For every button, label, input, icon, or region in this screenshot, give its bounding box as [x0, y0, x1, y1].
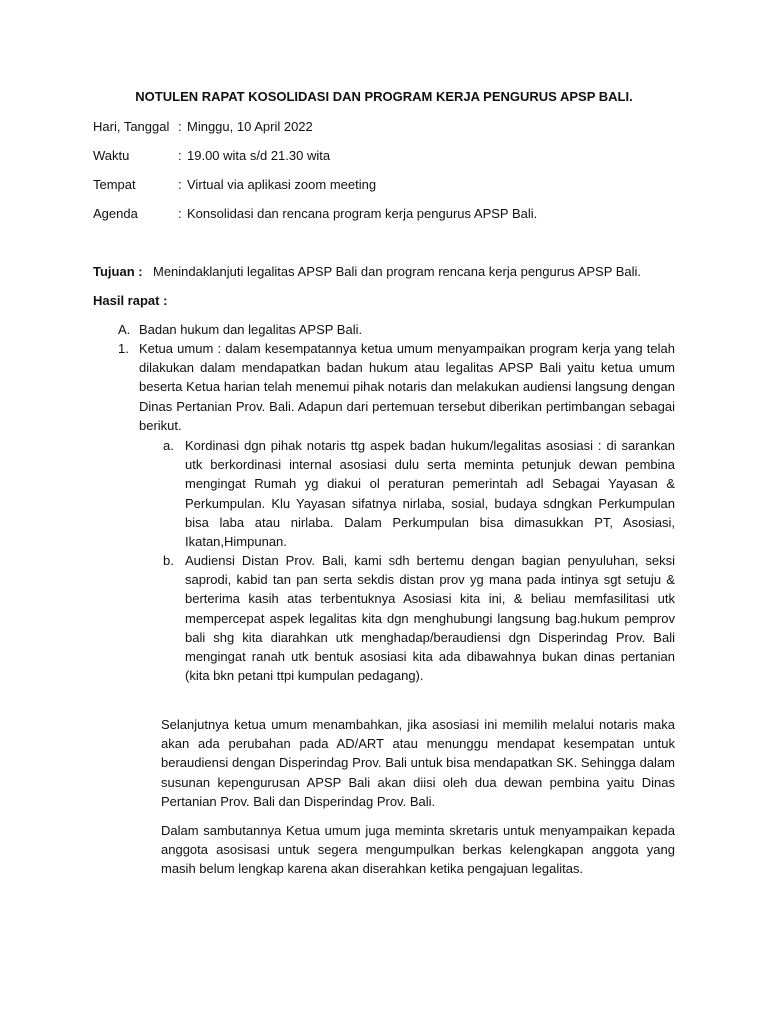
- meta-value-date: Minggu, 10 April 2022: [187, 119, 313, 134]
- meta-label-time: Waktu: [93, 148, 130, 163]
- item-1-text: Ketua umum : dalam kesempatannya ketua umum menyampaikan program kerja yang telah dilakukan dalam mendapatkan badan hukum atau legalitas APSP Bali yaitu ketua umum beserta Ketua harian telah menemui pihak notaris dan melakukan audiensi langsung dengan Dinas Pertanian Prov. Bali. Adapun dari pertemuan tersebut diberikan pertimbangan sebagai berikut.: [139, 341, 675, 433]
- sub-b-text: Audiensi Distan Prov. Bali, kami sdh bertemu dengan bagian penyuluhan, seksi saprodi, kabid tan pan serta sekdis distan prov yg mana pada intinya sgt setuju & berterima kasih atas terbentuknya Asosiasi kita ini, & beliau memfasilitasi utk mempercepat aspek legalitas kita dgn menghubungi langsung bag.hukum pemprov bali shg kita diarahkan utk menghadap/beraudiensi dgn Disperindag Prov. Bali mengingat ranah utk bentuk asosiasi kita ada dibawahnya bukan dinas pertanian (kita bkn petani ttpi kumpulan pedagang).: [185, 553, 675, 684]
- hasil-rapat-label: Hasil rapat :: [93, 293, 168, 308]
- meta-value-time: 19.00 wita s/d 21.30 wita: [187, 148, 331, 163]
- section-a-text: Badan hukum dan legalitas APSP Bali.: [139, 322, 363, 337]
- meta-label-place: Tempat: [93, 177, 136, 192]
- meta-value-place: Virtual via aplikasi zoom meeting: [187, 177, 377, 192]
- meta-sep-date: :: [178, 119, 182, 134]
- sub-a-marker: a.: [163, 438, 174, 453]
- document-title: NOTULEN RAPAT KOSOLIDASI DAN PROGRAM KERJA PENGURUS APSP BALI.: [135, 89, 633, 104]
- meta-value-agenda: Konsolidasi dan rencana program kerja pengurus APSP Bali.: [187, 206, 538, 221]
- sub-b-marker: b.: [163, 553, 174, 568]
- paragraph-sambutan: Dalam sambutannya Ketua umum juga meminta skretaris untuk menyampaikan kepada anggota asosisasi untuk segera mengumpulkan berkas kelengkapan anggota yang masih belum lengkap karena akan diserahkan ketika pengajuan legalitas.: [161, 823, 675, 877]
- section-a-marker: A.: [118, 322, 131, 337]
- meta-sep-time: :: [178, 148, 182, 163]
- meta-sep-agenda: :: [178, 206, 182, 221]
- item-1-marker: 1.: [118, 341, 129, 356]
- meta-sep-place: :: [178, 177, 182, 192]
- paragraph-selanjutnya: Selanjutnya ketua umum menambahkan, jika asosiasi ini memilih melalui notaris maka akan ada perubahan pada AD/ART atau menunggu mendapat kesempatan untuk beraudiensi dengan Disperindag Prov. Bali untuk bisa mendapatkan SK. Sehingga dalam susunan kepengurusan APSP Bali akan diisi oleh dua dewan pembina yaitu Dinas Pertanian Prov. Bali dan Disperindag Prov. Bali.: [161, 717, 675, 809]
- tujuan-label: Tujuan :: [93, 264, 143, 279]
- sub-a-text: Kordinasi dgn pihak notaris ttg aspek badan hukum/legalitas asosiasi : di sarankan utk berkordinasi internal asosiasi dulu serta meminta petunjuk dewan pembina mengingat Rumah yg diakui ol peraturan pemerintah adl Sebagai Yayasan & Perkumpulan. Klu Yayasan sifatnya nirlaba, sosial, budaya sdngkan Perkumpulan bisa laba atau nirlaba. Dalam Perkumpulan bisa dimasukkan PT, Asosiasi, Ikatan,Himpunan.: [185, 438, 675, 550]
- meta-label-date: Hari, Tanggal: [93, 119, 170, 134]
- tujuan-text: Menindaklanjuti legalitas APSP Bali dan program rencana kerja pengurus APSP Bali.: [153, 264, 642, 279]
- meta-label-agenda: Agenda: [93, 206, 138, 221]
